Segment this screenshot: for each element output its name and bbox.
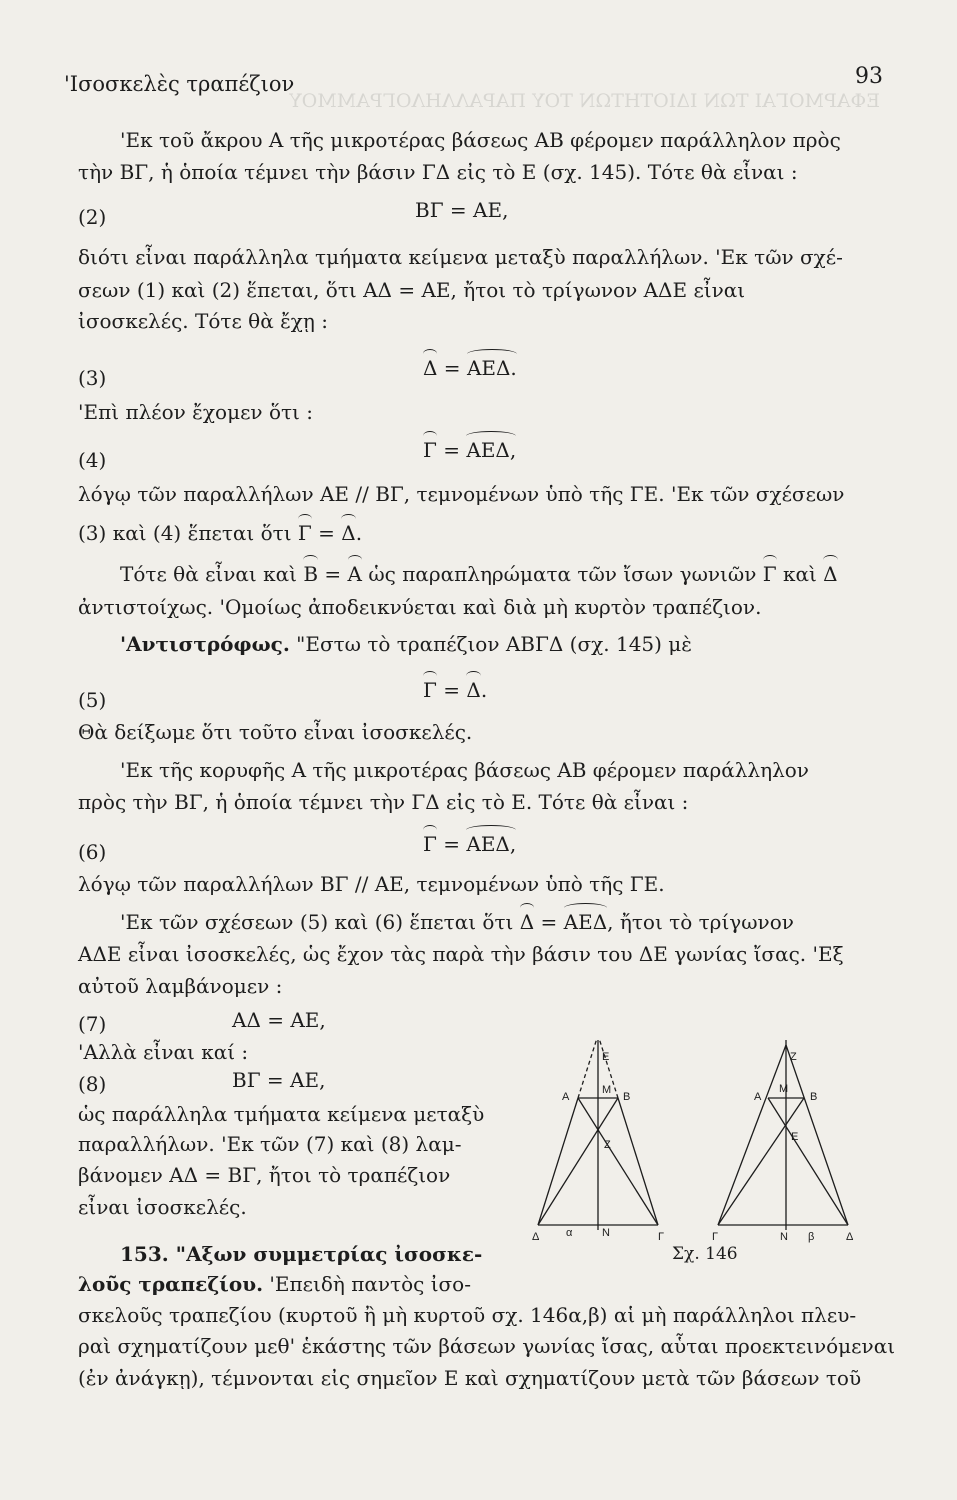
point-label: Β: [810, 1091, 818, 1103]
point-label: Ε: [791, 1131, 799, 1143]
equation-number: (7): [78, 1012, 107, 1036]
point-label: Δ: [846, 1231, 854, 1243]
equation: Γ = Δ.: [423, 678, 488, 702]
diagonal-line: [578, 1098, 658, 1225]
figure-caption: Σχ. 146: [672, 1244, 738, 1264]
text-line: ΑΔΕ εἶναι ἰσοσκελές, ὡς ἔχον τὰς παρὰ τὴν βάσιν του ΔΕ γωνίας ἴσας. 'Εξ: [78, 942, 844, 966]
point-label: Β: [623, 1091, 631, 1103]
point-label: Μ: [779, 1083, 789, 1095]
text-line: λοῦς τραπεζίου. 'Επειδὴ παντὸς ἰσο-: [78, 1272, 471, 1296]
converse-heading: 'Αντιστρόφως.: [120, 632, 290, 656]
text-line: 'Εκ τοῦ ἄκρου Α τῆς μικροτέρας βάσεως ΑΒ φέρομεν παράλληλον πρὸς: [120, 128, 841, 152]
section-heading: 153. "Αξων συμμετρίας ἰσοσκε-: [120, 1242, 483, 1266]
text-line: ἀντιστοίχως. 'Ομοίως ἀποδεικνύεται καὶ διὰ μὴ κυρτὸν τραπέζιον.: [78, 595, 762, 619]
equation: ΒΓ = ΑΕ,: [415, 198, 509, 222]
point-label: β: [808, 1231, 815, 1243]
text-line: 'Εκ τῆς κορυφῆς Α τῆς μικροτέρας βάσεως ΑΒ φέρομεν παράλληλον: [120, 758, 809, 782]
extension-line: [578, 1040, 598, 1098]
figure-146a: [538, 1040, 658, 1230]
text-line: Τότε θὰ εἶναι καὶ Β = Α ὡς παραπληρώματα τῶν ἴσων γωνιῶν Γ καὶ Δ: [120, 562, 838, 586]
text-line: παραλλήλων. 'Εκ τῶν (7) καὶ (8) λαμ-: [78, 1132, 462, 1156]
side-line: [618, 1098, 658, 1225]
diagonal-line: [768, 1098, 848, 1225]
text-line: ραὶ σχηματίζουν μεθ' ἑκάστης τῶν βάσεων γωνίας ἴσας, αὗται προεκτεινόμεναι: [78, 1334, 896, 1358]
text-line: ὡς παράλληλα τμήματα κείμενα μεταξὺ: [78, 1102, 485, 1126]
text-line: πρὸς τὴν ΒΓ, ἡ ὁποία τέμνει τὴν ΓΔ εἰς τὸ Ε. Τότε θὰ εἶναι :: [78, 790, 689, 814]
text-line: 'Αλλὰ εἶναι καί :: [78, 1040, 249, 1064]
text-line: βάνομεν ΑΔ = ΒΓ, ἤτοι τὸ τραπέζιον: [78, 1163, 451, 1187]
text-line: σκελοῦς τραπεζίου (κυρτοῦ ἢ μὴ κυρτοῦ σχ. 146α,β) αἱ μὴ παράλληλοι πλευ-: [78, 1303, 857, 1327]
bleed-through-text: ΕΦΑΡΜΟΓΑΙ ΤΩΝ ΙΔΙΟΤΗΤΩΝ ΤΟΥ ΠΑΡΑΛΛΗΛΟΓΡΑΜΜΟΥ: [289, 90, 880, 112]
point-label: Ζ: [790, 1051, 797, 1063]
equation-number: (6): [78, 840, 107, 864]
text-line: αὐτοῦ λαμβάνομεν :: [78, 974, 283, 998]
equation: Γ = ΑΕΔ,: [423, 832, 517, 856]
equation-number: (4): [78, 448, 107, 472]
text-line: ἰσοσκελές. Τότε θὰ ἔχῃ :: [78, 309, 328, 333]
diagonal-line: [718, 1098, 804, 1225]
point-label: α: [566, 1227, 573, 1239]
equation-number: (3): [78, 366, 107, 390]
text-line: 'Εκ τῶν σχέσεων (5) καὶ (6) ἕπεται ὅτι Δ = ΑΕΔ, ἤτοι τὸ τρίγωνον: [120, 910, 794, 934]
text-line: 'Επὶ πλέον ἔχομεν ὅτι :: [78, 400, 313, 424]
equation-number: (5): [78, 688, 107, 712]
text-line: Θὰ δείξωμε ὅτι τοῦτο εἶναι ἰσοσκελές.: [78, 720, 473, 744]
point-label: Ζ: [604, 1139, 611, 1151]
point-label: Ν: [602, 1227, 610, 1239]
equation-number: (2): [78, 205, 107, 229]
point-label: Γ: [712, 1231, 719, 1243]
point-label: Α: [754, 1091, 762, 1103]
point-label: Ν: [780, 1231, 788, 1243]
point-label: Γ: [658, 1231, 665, 1243]
text-line: σεων (1) καὶ (2) ἕπεται, ὅτι ΑΔ = ΑΕ, ἤτοι τὸ τρίγωνον ΑΔΕ εἶναι: [78, 278, 746, 302]
running-title: 'Ισοσκελὲς τραπέζιον: [64, 72, 295, 96]
equation: ΑΔ = ΑΕ,: [232, 1008, 326, 1032]
point-label: Α: [562, 1091, 570, 1103]
text-line: εἶναι ἰσοσκελές.: [78, 1195, 247, 1219]
text-line: διότι εἶναι παράλληλα τμήματα κείμενα μεταξὺ παραλλήλων. 'Εκ τῶν σχέ-: [78, 245, 843, 269]
equation-number: (8): [78, 1072, 107, 1096]
text-line: 'Αντιστρόφως. "Εστω τὸ τραπέζιον ΑΒΓΔ (σχ. 145) μὲ: [120, 632, 693, 656]
diagonal-line: [538, 1098, 618, 1225]
side-line: [718, 1045, 789, 1225]
equation: Γ = ΑΕΔ,: [423, 438, 517, 462]
text-line: λόγῳ τῶν παραλλήλων ΒΓ // ΑΕ, τεμνομένων ὑπὸ τῆς ΓΕ.: [78, 872, 665, 896]
text-line: (ἐν ἀνάγκῃ), τέμνονται εἰς σημεῖον Ε καὶ σχηματίζουν μετὰ τῶν βάσεων τοῦ: [78, 1366, 862, 1390]
point-label: Δ: [532, 1231, 540, 1243]
page-number: 93: [855, 64, 883, 89]
text-line: (3) καὶ (4) ἕπεται ὅτι Γ = Δ.: [78, 521, 363, 545]
page-header: [64, 64, 883, 96]
side-line: [538, 1098, 578, 1225]
figure-146b: [718, 1040, 848, 1230]
equation: ΒΓ = ΑΕ,: [232, 1068, 326, 1092]
point-label: Μ: [602, 1084, 612, 1096]
equation: Δ = ΑΕΔ.: [423, 356, 517, 380]
text-line: τὴν ΒΓ, ἡ ὁποία τέμνει τὴν βάσιν ΓΔ εἰς τὸ Ε (σχ. 145). Τότε θὰ εἶναι :: [78, 160, 798, 184]
text-line: λόγῳ τῶν παραλλήλων ΑΕ // ΒΓ, τεμνομένων ὑπὸ τῆς ΓΕ. 'Εκ τῶν σχέσεων: [78, 482, 845, 506]
point-label: Ε: [602, 1051, 610, 1063]
